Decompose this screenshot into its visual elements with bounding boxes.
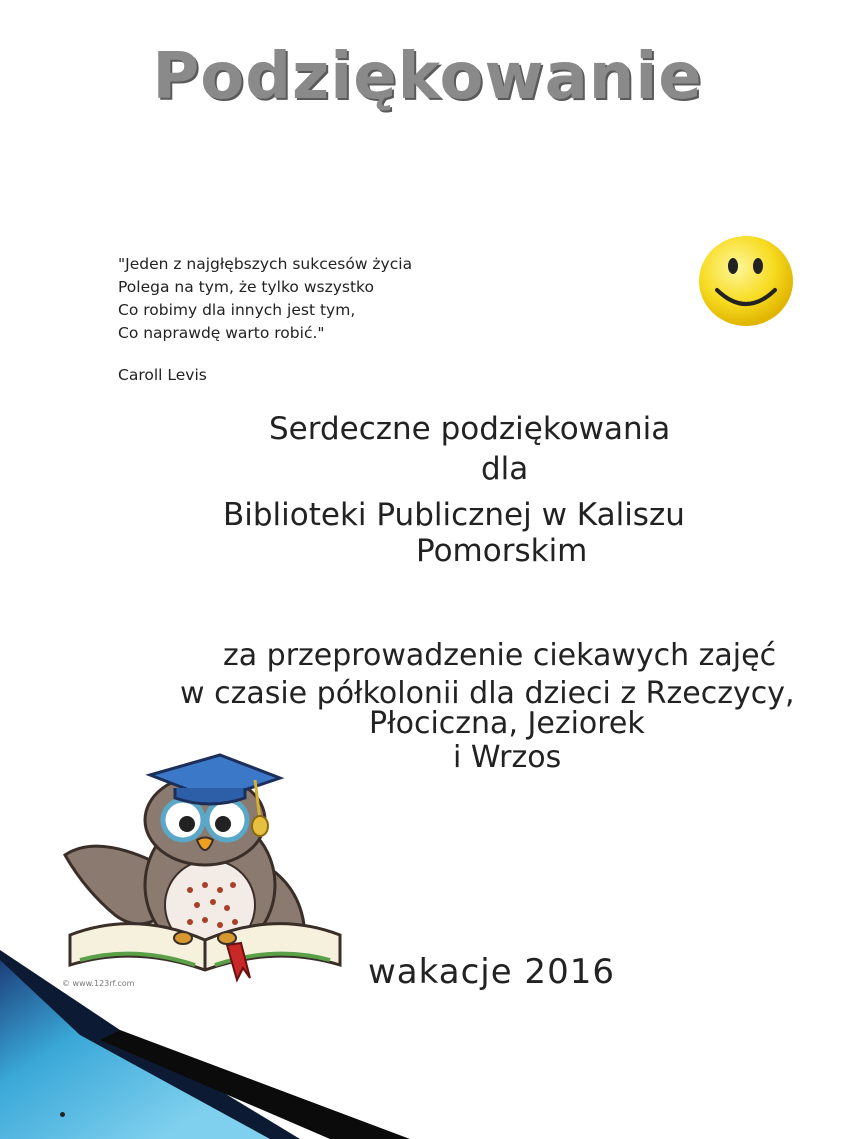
image-watermark: © www.123rf.com bbox=[62, 979, 135, 988]
decorative-dot bbox=[60, 1112, 65, 1117]
quote-line: Co naprawdę warto robić." bbox=[118, 324, 325, 342]
quote-line: Co robimy dla innych jest tym, bbox=[118, 301, 356, 319]
thanks-line-4: Pomorskim bbox=[416, 533, 588, 569]
quote-line: Polega na tym, że tylko wszystko bbox=[118, 278, 374, 296]
quote-author: Caroll Levis bbox=[118, 366, 207, 384]
reason-line-3: Płociczna, Jeziorek bbox=[369, 706, 645, 741]
thanks-line-2: dla bbox=[481, 451, 529, 487]
quote-block bbox=[118, 253, 412, 345]
reason-line-1: za przeprowadzenie ciekawych zajęć bbox=[223, 638, 777, 673]
event-date: wakacje 2016 bbox=[368, 952, 615, 992]
page-title: Podziękowanie bbox=[152, 40, 703, 114]
smiley-face-icon bbox=[697, 234, 795, 328]
reason-line-2: w czasie półkolonii dla dzieci z Rzeczycy, bbox=[180, 676, 795, 711]
thanks-line-3: Biblioteki Publicznej w Kaliszu bbox=[223, 497, 685, 533]
quote-line: "Jeden z najgłębszych sukcesów życia bbox=[118, 255, 413, 273]
owl-with-graduation-cap-reading-book bbox=[55, 740, 355, 985]
thanks-line-1: Serdeczne podziękowania bbox=[269, 411, 671, 447]
reason-line-4: i Wrzos bbox=[453, 740, 562, 775]
